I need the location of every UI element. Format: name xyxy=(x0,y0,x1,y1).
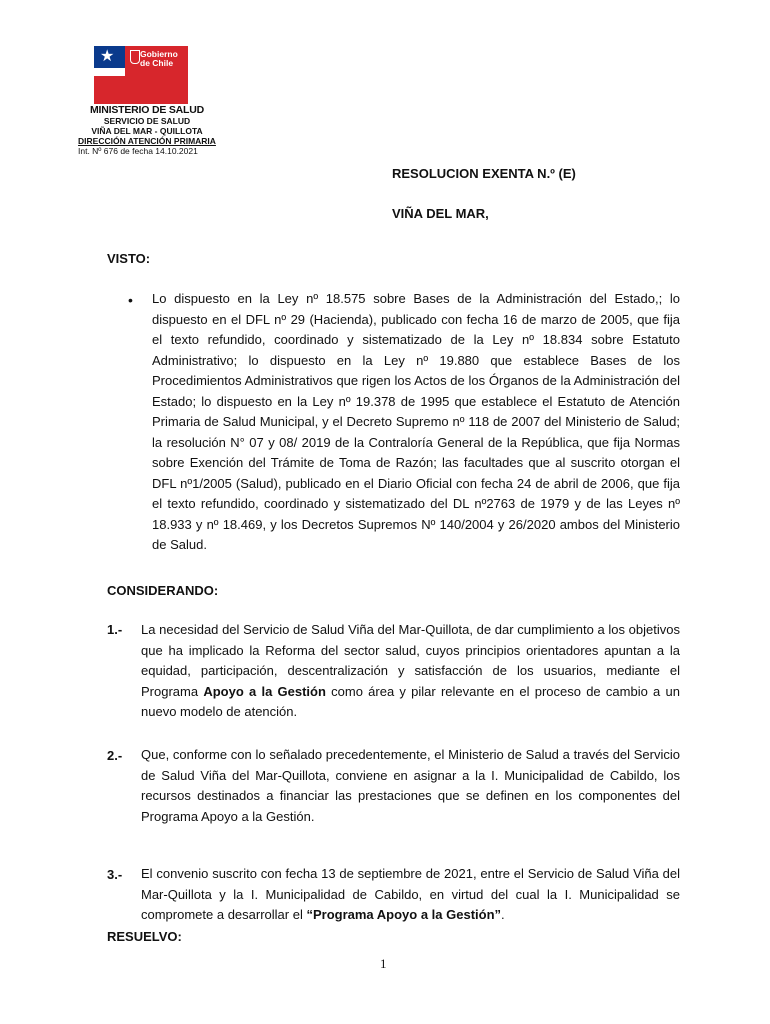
item-number: 2.- xyxy=(107,748,123,763)
item-text-bold: Apoyo a la Gestión xyxy=(203,683,326,699)
item-text: como área y pilar relevante en el proceso de cambio a un nuevo modelo de atención. xyxy=(141,683,680,719)
visto-text: Lo dispuesto en la Ley nº 18.575 sobre Bases de la Administración del Estado,; lo dispuesto en el DFL nº 29 (Hacienda), publicado con fecha 16 de marzo de 2005, que fija el texto refundido, coordinado y sistematizado de la Ley nº 18.834 sobre Estatuto Administrativo; lo dispuesto en la Ley nº 19.880 que establece Bases de los Procedimientos Administrativos que rigen los Actos de los Órganos de la Administración del Estado; lo dispuesto en la Ley nº 19.378 de 1995 que establece el Estatuto de Atención Primaria de Salud Municipal, y el Decreto Supremo nº 118 de 2007 del Ministerio de Salud; la resolución N° 07 y 08/ 2019 de la Contraloría General de la República, que fija Normas sobre Exención del Trámite de Toma de Razón; las facultades que al suscrito otorgan el DFL nº1/2005 (Salud), publicado en el Diario Oficial con fecha 24 de abril de 2006, que fija el texto refundido, coordinado y sistematizado del DL nº2763 de 1979 y de las Leyes nº 18.933 y nº 18.469, y los Decretos Supremos Nº 140/2004 y 26/2020 ambos del Ministerio de Salud. xyxy=(152,291,680,552)
item-text: El convenio suscrito con fecha 13 de septiembre de 2021, entre el Servicio de Salud Viña del Mar-Quillota y la I. Municipalidad de Cabildo, en virtud del cual la I. Municipalidad se compromete a desarrollar el xyxy=(141,866,680,922)
resolution-place: VIÑA DEL MAR, xyxy=(392,206,489,221)
considerando-label: CONSIDERANDO: xyxy=(107,583,219,598)
item-number: 3.- xyxy=(107,867,123,882)
header-region: VIÑA DEL MAR - QUILLOTA xyxy=(91,126,203,136)
page-number: 1 xyxy=(380,956,387,971)
header-service: SERVICIO DE SALUD xyxy=(103,116,191,126)
header-block xyxy=(72,104,222,156)
logo-text-line2: de Chile xyxy=(140,58,174,68)
resuelvo-label: RESUELVO: xyxy=(107,929,182,944)
item-text: . xyxy=(501,907,505,922)
logo-text-line1: Gobierno xyxy=(140,49,178,59)
considerando-item-1 xyxy=(141,620,680,723)
considerando-item-2: Que, conforme con lo señalado precedentemente, el Ministerio de Salud a través del Servicio de Salud Viña del Mar-Quillota, conviene en asignar a la I. Municipalidad de Cabildo, los recursos destinados a financiar las prestaciones que se definen en los componentes del Programa Apoyo a la Gestión. xyxy=(141,747,680,824)
resolution-title: RESOLUCION EXENTA N.º (E) xyxy=(392,166,576,181)
visto-label: VISTO: xyxy=(107,251,151,266)
ministry-name: MINISTERIO DE SALUD xyxy=(89,104,205,116)
gobierno-de-chile-logo xyxy=(94,46,188,104)
bullet-icon: • xyxy=(128,292,133,308)
item-text: La necesidad del Servicio de Salud Viña del Mar-Quillota, de dar cumplimiento a los objetivos que ha implicado la Reforma del sector salud, cuyos principios orientadores apuntan a la equidad, participación, descentralización y satisfacción de los usuarios, mediante el Programa xyxy=(141,622,680,699)
star-icon: ★ xyxy=(100,48,115,65)
item-number: 1.- xyxy=(107,622,123,637)
header-direction: DIRECCIÓN ATENCIÓN PRIMARIA xyxy=(78,136,216,146)
header-reference: Int. Nº 676 de fecha 14.10.2021 xyxy=(78,146,198,156)
considerando-item-3 xyxy=(141,864,680,926)
item-text-bold: “Programa Apoyo a la Gestión” xyxy=(306,907,502,922)
